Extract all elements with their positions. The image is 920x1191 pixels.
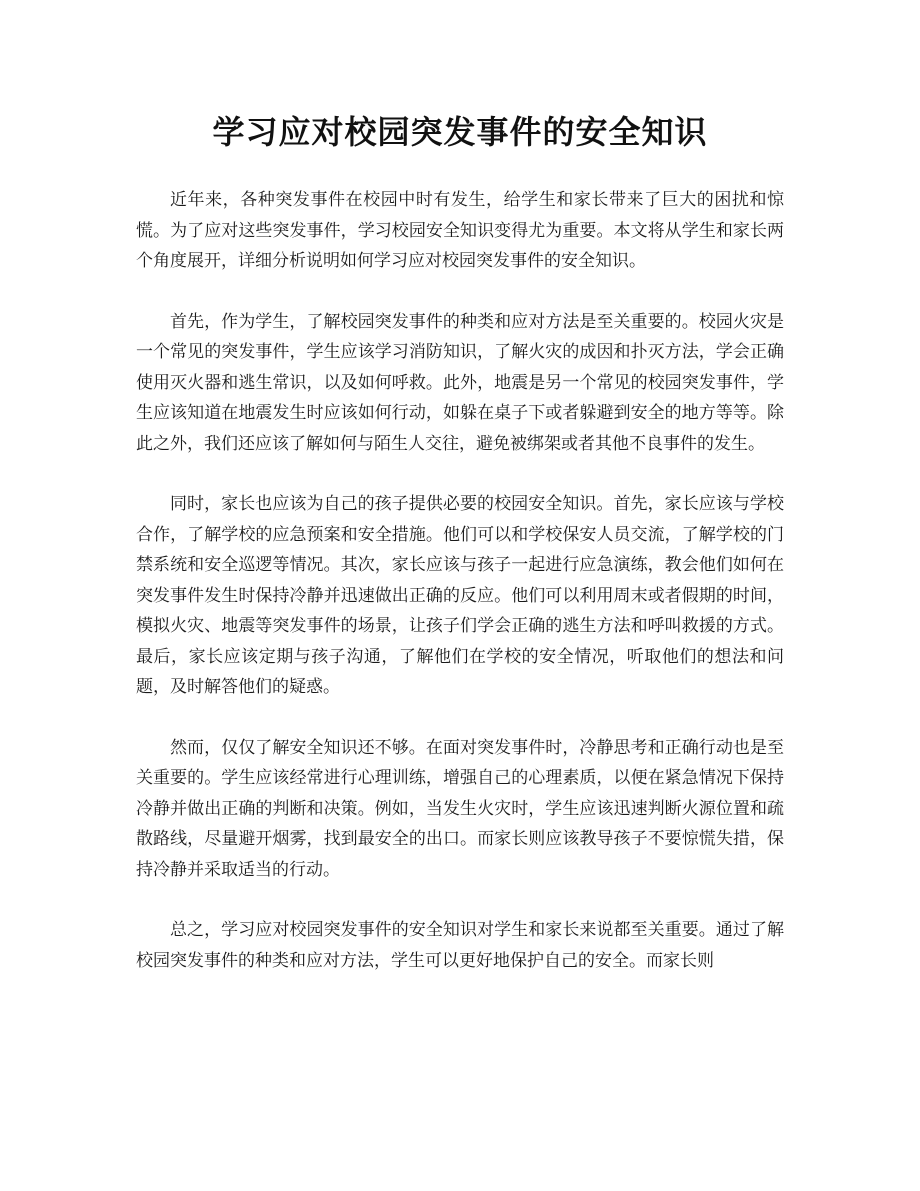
- document-body: [136, 185, 784, 1006]
- paragraph-conclusion: 总之，学习应对校园突发事件的安全知识对学生和家长来说都至关重要。通过了解校园突发事件的种类和应对方法，学生可以更好地保护自己的安全。而家长则: [136, 920, 784, 971]
- paragraph-students: 首先，作为学生，了解校园突发事件的种类和应对方法是至关重要的。校园火灾是一个常见的突发事件，学生应该学习消防知识，了解火灾的成因和扑灭方法，学会正确使用灭火器和逃生常识，以及如何呼救。此外，地震是另一个常见的校园突发事件，学生应该知道在地震发生时应该如何行动，如躲在桌子下或者躲避到安全的地方等等。除此之外，我们还应该了解如何与陌生人交往，避免被绑架或者其他不良事件的发生。: [136, 311, 784, 454]
- paragraph-calm-action: 然而，仅仅了解安全知识还不够。在面对突发事件时，冷静思考和正确行动也是至关重要的。学生应该经常进行心理训练，增强自己的心理素质，以便在紧急情况下保持冷静并做出正确的判断和决策。例如，当发生火灾时，学生应该迅速判断火源位置和疏散路线，尽量避开烟雾，找到最安全的出口。而家长则应该教导孩子不要惊慌失措，保持冷静并采取适当的行动。: [136, 737, 784, 880]
- paragraph-intro: 近年来，各种突发事件在校园中时有发生，给学生和家长带来了巨大的困扰和惊慌。为了应对这些突发事件，学习校园安全知识变得尤为重要。本文将从学生和家长两个角度展开，详细分析说明如何学习应对校园突发事件的安全知识。: [136, 190, 784, 271]
- document-title: 学习应对校园突发事件的安全知识: [212, 113, 708, 151]
- paragraph-parents: 同时，家长也应该为自己的孩子提供必要的校园安全知识。首先，家长应该与学校合作，了解学校的应急预案和安全措施。他们可以和学校保安人员交流，了解学校的门禁系统和安全巡逻等情况。其次，家长应该与孩子一起进行应急演练，教会他们如何在突发事件发生时保持冷静并迅速做出正确的反应。他们可以利用周末或者假期的时间，模拟火灾、地震等突发事件的场景，让孩子们学会正确的逃生方法和呼叫救援的方式。最后，家长应该定期与孩子沟通，了解他们在学校的安全情况，听取他们的想法和问题，及时解答他们的疑惑。: [136, 494, 784, 697]
